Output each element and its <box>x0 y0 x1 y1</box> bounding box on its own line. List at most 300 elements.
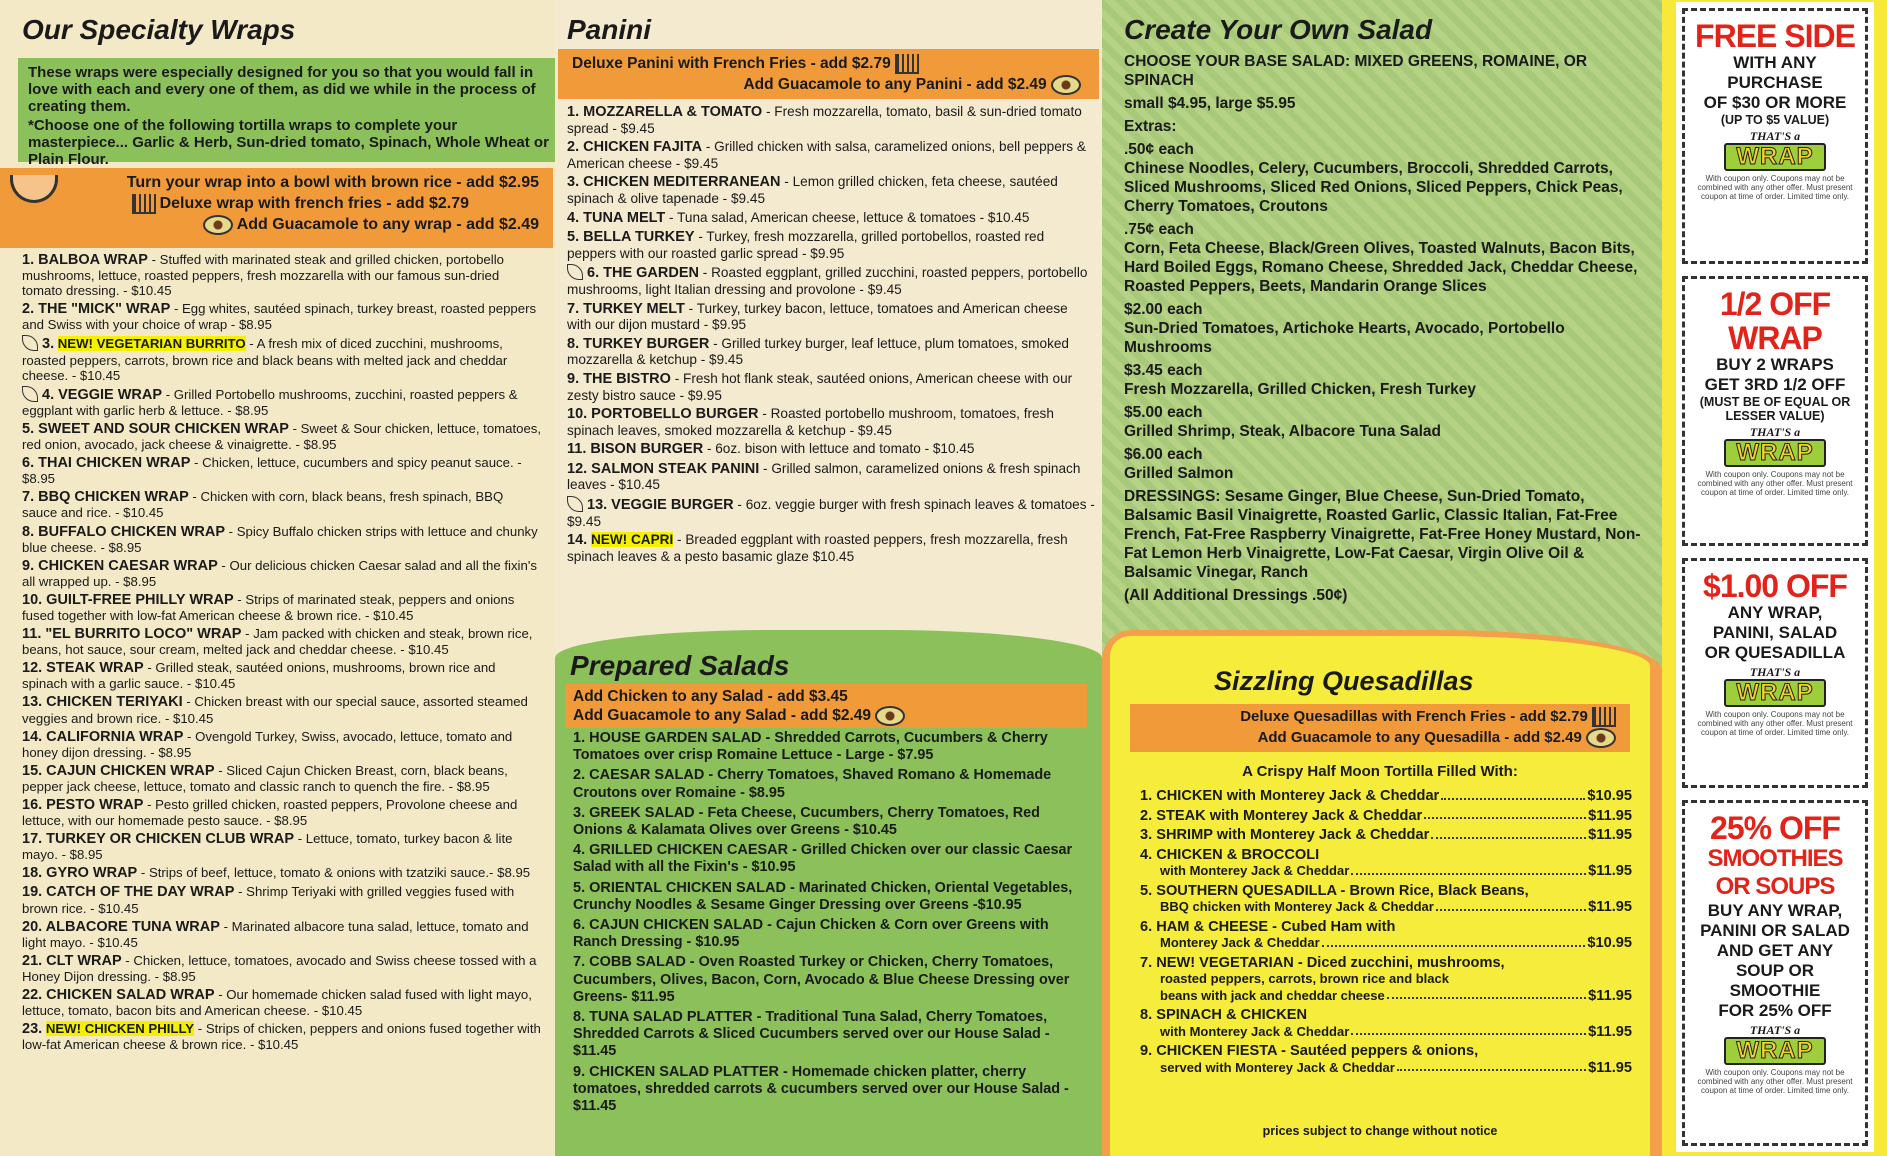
item-name: 9. CHICKEN CAESAR WRAP <box>22 557 218 574</box>
menu-item <box>22 489 542 520</box>
item-name: 8. BUFFALO CHICKEN WRAP <box>22 523 225 540</box>
item-name: 1. BALBOA WRAP <box>22 252 148 268</box>
prepared-addons <box>565 684 1087 728</box>
extras-items: Sun-Dried Tomatoes, Artichoke Hearts, Avocado, Portobello Mushrooms <box>1124 320 1565 356</box>
item-description: - Our delicious chicken Caesar salad and all the fixin's all wrapped up. - $8.95 <box>22 557 537 589</box>
quesadilla-name: 5. SOUTHERN QUESADILLA - Brown Rice, Black Beans, <box>1140 882 1529 899</box>
quesadilla-item <box>1140 847 1632 880</box>
coupon-line: PURCHASE <box>1727 73 1823 92</box>
wraps-addon-guac <box>14 214 539 235</box>
dot-leader <box>1322 935 1586 947</box>
extras-items: Grilled Salmon <box>1124 465 1234 482</box>
create-body <box>1124 52 1644 605</box>
item-description: - Strips of chicken, peppers and onions fused together with low-fat American cheese & brown rice. - $10.45 <box>22 1021 541 1053</box>
coupon-headline-2: WRAP <box>1728 320 1822 356</box>
item-description: - Sliced Cajun Chicken Breast, corn, black beans, pepper jack cheese, lettuce, tomato and classic ranch to quench the fire. - $8.95 <box>22 762 508 794</box>
quesadilla-name: 9. CHICKEN FIESTA - Sautéed peppers & onions, <box>1140 1043 1479 1059</box>
extras-items: Fresh Mozzarella, Grilled Chicken, Fresh Turkey <box>1124 381 1477 398</box>
quesadilla-item <box>1140 919 1632 952</box>
item-description: - Fresh mozzarella, tomato, basil & sun-dried tomato spread - $9.45 <box>567 104 1082 136</box>
item-name: 5. ORIENTAL CHICKEN SALAD <box>573 879 786 896</box>
quesadilla-addons <box>1130 704 1630 752</box>
item-description: - Lettuce, tomato, turkey bacon & lite mayo. - $8.95 <box>22 831 513 863</box>
new-badge: NEW! <box>590 532 628 548</box>
panini-list <box>567 104 1095 567</box>
item-description: - Our homemade chicken salad fused with light mayo, lettuce, tomato, bacon bits and American cheese. - $10.45 <box>22 987 532 1019</box>
coupon-line: AND GET ANY <box>1716 941 1834 960</box>
item-name: 12. STEAK WRAP <box>22 660 144 677</box>
item-name: 13. VEGGIE BURGER <box>587 497 734 514</box>
menu-item <box>573 805 1093 839</box>
vegetarian-leaf-icon <box>22 335 38 351</box>
item-description: - Cajun Chicken & Corn over Greens with Ranch Dressing - $10.95 <box>573 917 1049 951</box>
extras-group <box>1124 300 1644 357</box>
menu-item <box>567 532 1095 564</box>
item-description: - Shredded Carrots, Cucumbers & Cherry Tomatoes over crisp Romaine Lettuce - Large - $7.95 <box>573 730 1048 764</box>
coupon-line: BUY ANY WRAP, <box>1707 901 1843 920</box>
coupon-line: ANY WRAP, <box>1727 603 1823 622</box>
item-name: 11. "EL BURRITO LOCO" WRAP <box>22 626 242 643</box>
coupon-line: OR QUESADILLA <box>1704 643 1846 662</box>
create-groups <box>1124 140 1644 483</box>
logo-tagline: THAT'S a <box>1749 425 1801 439</box>
create-salad-panel <box>1102 0 1662 1156</box>
item-description: - Roasted portobello mushroom, tomatoes, fresh spinach leaves, smoked mozzarella & ketchup - $9.45 <box>567 406 1054 438</box>
quesadilla-item <box>1140 808 1632 825</box>
item-description: - Stuffed with marinated steak and grilled chicken, portobello mushrooms, lettuce, roasted peppers, fresh mozzarella with our famous sun-dried tomato dressing. - $10.45 <box>22 252 504 299</box>
menu-item <box>22 335 542 382</box>
vegetarian-leaf-icon <box>567 496 583 512</box>
menu-item <box>567 229 1095 261</box>
wraps-addon-guac-text: Add Guacamole to any wrap - add $2.49 <box>236 216 539 233</box>
quesadilla-desc: with Monterey Jack & Cheddar <box>1160 1023 1350 1039</box>
item-name: 22. CHICKEN SALAD WRAP <box>22 987 215 1004</box>
item-number: 23. <box>22 1021 43 1038</box>
new-badge: NEW! <box>45 1021 82 1037</box>
extras-price: $3.45 each <box>1124 362 1203 379</box>
quesadilla-desc: Monterey Jack & Cheddar <box>1160 935 1320 950</box>
menu-item <box>22 763 542 794</box>
coupon-line: OF $30 OR MORE <box>1703 93 1847 112</box>
item-description: - Grilled chicken with salsa, caramelized onions, bell peppers & American cheese - $9.45 <box>567 139 1086 171</box>
coupon-headline: $1.00 OFF <box>1703 568 1847 604</box>
item-name: 7. BBQ CHICKEN WRAP <box>22 489 189 506</box>
quesadilla-name: 6. HAM & CHEESE - Cubed Ham with <box>1140 918 1396 935</box>
quesadilla-desc: BBQ chicken with Monterey Jack & Cheddar <box>1160 899 1434 914</box>
menu-item <box>22 1021 542 1052</box>
coupon-line: FOR 25% OFF <box>1718 1001 1832 1020</box>
create-sizes: small $4.95, large $5.95 <box>1124 95 1296 112</box>
dot-leader <box>1424 808 1586 820</box>
panini-title: Panini <box>567 14 652 45</box>
coupon-headline-2: SMOOTHIES <box>1707 845 1843 872</box>
logo-wordmark: WRAP <box>1724 143 1825 171</box>
coupon-line: BUY 2 WRAPS <box>1716 355 1834 374</box>
coupon-line: PANINI, SALAD <box>1712 623 1838 642</box>
wraps-title: Our Specialty Wraps <box>22 14 296 45</box>
thats-a-wrap-logo <box>1724 130 1825 171</box>
extras-group <box>1124 403 1644 441</box>
quesadilla-price-row <box>1140 988 1632 1005</box>
quesadilla-subtitle: A Crispy Half Moon Tortilla Filled With: <box>1242 763 1518 780</box>
item-name: CHICKEN PHILLY <box>84 1021 195 1037</box>
item-name: 11. BISON BURGER <box>567 441 704 458</box>
menu-item <box>22 694 542 725</box>
prepared-salads-section <box>555 630 1102 1156</box>
item-name: 2. CAESAR SALAD <box>573 767 705 784</box>
coupon[interactable] <box>1682 8 1868 264</box>
item-description: - Ovengold Turkey, Swiss, avocado, lettuce, tomato and honey dijon dressing. - $8.95 <box>22 728 513 760</box>
prepared-addon-guac <box>573 706 1079 726</box>
extras-items: Corn, Feta Cheese, Black/Green Olives, Toasted Walnuts, Bacon Bits, Hard Boiled Eggs, Romano Cheese, Shredded Jack, Cheddar Cheese, Roasted Peppers, Beets, Mandarin Orange Slices <box>1124 240 1638 295</box>
item-name: 19. CATCH OF THE DAY WRAP <box>22 884 235 901</box>
menu-item <box>573 917 1093 951</box>
logo-wordmark: WRAP <box>1724 679 1825 707</box>
quesadilla-addon-guac <box>1140 727 1620 748</box>
quesadilla-list <box>1140 788 1632 1079</box>
item-name: 4. TUNA MELT <box>567 209 666 226</box>
menu-item <box>22 626 542 657</box>
quesadilla-item <box>1140 1043 1632 1076</box>
quesadilla-price-row <box>1140 899 1632 916</box>
quesadilla-price-row <box>1140 827 1632 844</box>
fries-icon <box>1592 707 1616 727</box>
menu-item <box>567 406 1095 438</box>
item-description: - Chicken, lettuce, cucumbers and spicy peanut sauce. - $8.95 <box>22 455 522 487</box>
quesadilla-price: $11.95 <box>1588 987 1632 1004</box>
item-name: 7. COBB SALAD <box>573 954 686 971</box>
item-description: - Turkey, fresh mozzarella, grilled portobellos, roasted red peppers with our roasted garlic spread - $9.95 <box>567 229 1045 261</box>
item-name: 5. SWEET AND SOUR CHICKEN WRAP <box>22 420 289 437</box>
menu-item <box>22 252 542 298</box>
quesadilla-price: $11.95 <box>1588 1023 1632 1040</box>
item-description: - Tuna salad, American cheese, lettuce & tomatoes - $10.45 <box>665 209 1030 225</box>
menu-item <box>22 455 542 486</box>
item-description: - Breaded eggplant with roasted peppers, fresh mozzarella, fresh spinach leaves & a pesto basamic glaze $10.45 <box>567 532 1068 564</box>
quesadilla-name: 3. SHRIMP with Monterey Jack & Cheddar <box>1140 827 1430 843</box>
item-description: - Oven Roasted Turkey or Chicken, Cherry Tomatoes, Cucumbers, Olives, Bacon, Corn, Avocado & Blue Cheese Dressing over Greens- $11.95 <box>573 954 1070 1005</box>
quesadilla-price: $10.95 <box>1587 935 1632 951</box>
vegetarian-leaf-icon <box>567 264 583 280</box>
quesadilla-item <box>1140 788 1632 805</box>
panini-addons <box>558 49 1099 99</box>
item-name: 21. CLT WRAP <box>22 952 122 969</box>
extras-group <box>1124 361 1644 399</box>
coupon-headline-3: OR SOUPS <box>1715 873 1835 900</box>
coupon-condition: (MUST BE OF EQUAL OR LESSER VALUE) <box>1699 395 1851 423</box>
item-name: 3. GREEK SALAD <box>573 804 695 821</box>
quesadilla-price-row <box>1140 935 1632 952</box>
dot-leader <box>1351 863 1586 875</box>
quesadilla-item <box>1140 827 1632 844</box>
menu-item <box>22 386 542 418</box>
menu-item <box>567 104 1095 136</box>
menu-item <box>573 880 1093 914</box>
item-description: - Grilled steak, sautéed onions, mushrooms, brown rice and spinach with a garlic sauce. - $10.45 <box>22 660 496 692</box>
dot-leader <box>1431 827 1586 839</box>
prepared-title: Prepared Salads <box>570 650 790 681</box>
quesadilla-addon-fries <box>1140 706 1620 727</box>
menu-item <box>567 461 1095 493</box>
coupon-fine-print: With coupon only. Coupons may not be combined with any other offer. Must present coupon at time of order. Limited time only. <box>1697 710 1853 737</box>
create-base: CHOOSE YOUR BASE SALAD: MIXED GREENS, ROMAINE, OR SPINACH <box>1124 53 1588 89</box>
create-additional: (All Additional Dressings .50¢) <box>1124 587 1348 604</box>
fries-icon <box>132 194 156 214</box>
avocado-icon <box>875 706 905 726</box>
item-description: - Strips of marinated steak, peppers and onions fused together with low-fat American cheese & brown rice. - $10.45 <box>22 591 515 623</box>
menu-item <box>22 421 542 452</box>
quesadilla-inner <box>1110 636 1650 1156</box>
quesadilla-item <box>1140 1007 1632 1040</box>
item-description: - Sweet & Sour chicken, lettuce, tomatoes, red onion, avocado, jack cheese & vinaigrette. - $8.95 <box>22 420 542 453</box>
panini-addon-fries <box>572 53 1085 74</box>
menu-item <box>567 496 1095 529</box>
menu-item <box>22 729 542 760</box>
quesadilla-price: $11.95 <box>1588 807 1632 824</box>
new-badge: NEW! <box>57 336 93 352</box>
extras-price: $2.00 each <box>1124 301 1203 318</box>
dot-leader <box>1397 1060 1586 1072</box>
wraps-addon-fries <box>14 193 539 214</box>
item-description: - Roasted eggplant, grilled zucchini, roasted peppers, portobello mushrooms, light Italian dressing and provolone - $9.45 <box>567 265 1088 297</box>
coupon-line: WITH ANY <box>1733 53 1817 72</box>
menu-item <box>22 953 542 984</box>
item-description: - 6oz. bison with lettuce and tomato - $10.45 <box>703 441 975 457</box>
menu-item <box>573 954 1093 1006</box>
coupon-fine-print: With coupon only. Coupons may not be combined with any other offer. Must present coupon at time of order. Limited time only. <box>1697 174 1853 201</box>
item-name: 3. CHICKEN MEDITERRANEAN <box>567 174 781 191</box>
item-name-highlight <box>591 532 673 547</box>
item-description: - Lemon grilled chicken, feta cheese, sautéed spinach & olive tapenade - $9.45 <box>567 174 1058 206</box>
quesadilla-price-row <box>1140 863 1632 880</box>
quesadilla-desc: beans with jack and cheddar cheese <box>1160 987 1385 1003</box>
coupon-line: GET 3RD 1/2 OFF <box>1704 375 1846 394</box>
item-name: 17. TURKEY OR CHICKEN CLUB WRAP <box>22 831 295 848</box>
quesadilla-desc: roasted peppers, carrots, brown rice and black <box>1160 971 1449 986</box>
menu-item <box>573 1009 1093 1061</box>
avocado-icon <box>1586 728 1616 748</box>
wraps-list <box>22 252 542 1055</box>
logo-wordmark: WRAP <box>1724 1037 1825 1065</box>
dot-leader <box>1436 899 1586 911</box>
quesadilla-price-row <box>1140 788 1632 805</box>
menu-item <box>573 730 1093 764</box>
quesadilla-name: 2. STEAK with Monterey Jack & Cheddar <box>1140 807 1423 824</box>
logo-tagline: THAT'S a <box>1749 1023 1801 1037</box>
extras-price: .50¢ each <box>1124 141 1194 158</box>
menu-item <box>567 264 1095 297</box>
item-description: - 6oz. veggie burger with fresh spinach leaves & tomatoes - $9.45 <box>567 497 1095 529</box>
dot-leader <box>1441 788 1585 800</box>
avocado-icon <box>1051 75 1081 95</box>
item-description: - Traditional Tuna Salad, Cherry Tomatoes, Shredded Carrots & Sliced Cucumbers served over our House Salad - $11.45 <box>573 1009 1050 1060</box>
item-name: 20. ALBACORE TUNA WRAP <box>22 918 220 935</box>
create-title: Create Your Own Salad <box>1124 14 1433 45</box>
item-name: VEGETARIAN BURRITO <box>96 336 246 352</box>
coupon[interactable] <box>1682 276 1868 546</box>
menu-item <box>567 139 1095 171</box>
quesadilla-title: Sizzling Quesadillas <box>1214 666 1474 696</box>
menu-item <box>567 441 1095 458</box>
menu-item <box>567 174 1095 206</box>
item-name-highlight <box>46 1021 194 1036</box>
coupon-headline: 25% OFF <box>1710 810 1840 846</box>
item-name: 4. GRILLED CHICKEN CAESAR <box>573 842 789 859</box>
menu-item <box>22 592 542 623</box>
dot-leader <box>1387 988 1586 1000</box>
menu-item <box>22 558 542 589</box>
coupon-line: SOUP OR SMOOTHIE <box>1729 961 1821 1000</box>
item-description: - Feta Cheese, Cucumbers, Cherry Tomatoes, Red Onions & Kalamata Olives over Greens - $10.45 <box>573 804 1040 839</box>
item-name: 15. CAJUN CHICKEN WRAP <box>22 762 215 779</box>
prices-notice: prices subject to change without notice <box>1262 1124 1498 1138</box>
coupon-condition: (UP TO $5 VALUE) <box>1720 113 1830 127</box>
item-name: 4. VEGGIE WRAP <box>42 386 163 403</box>
item-description: - Grilled turkey burger, leaf lettuce, plum tomatoes, smoked mozzarella & ketchup - $9.45 <box>567 335 1069 368</box>
item-name: 8. TUNA SALAD PLATTER <box>573 1009 753 1026</box>
quesadilla-price-row <box>1140 808 1632 825</box>
coupon-headline: FREE SIDE <box>1695 18 1855 54</box>
menu-item <box>22 919 542 950</box>
quesadilla-name: 8. SPINACH & CHICKEN <box>1140 1007 1308 1023</box>
create-dressings: DRESSINGS: Sesame Ginger, Blue Cheese, Sun-Dried Tomato, Balsamic Basil Vinaigrette, Roasted Garlic, Classic Italian, Fat-Free French, Fat-Free Raspberry Vinaigrette, Fat-Free Honey Mustard, Non-Fat Lemon Herb Vinaigrette, Low-Fat Caesar, Virgin Olive Oil & Balsamic Vinegar, Ranch <box>1124 488 1641 581</box>
coupons-panel <box>1662 0 1887 1156</box>
wraps-panel <box>0 0 555 1156</box>
item-name: 13. CHICKEN TERIYAKI <box>22 694 183 711</box>
quesadilla-price: $11.95 <box>1588 1059 1632 1076</box>
quesadilla-name: 4. CHICKEN & BROCCOLI <box>1140 846 1320 863</box>
item-description: - Chicken breast with our special sauce, assorted steamed veggies and brown rice. - $10.45 <box>22 694 528 726</box>
item-description: - Shrimp Teriyaki with grilled veggies fused with brown rice. - $10.45 <box>22 884 515 916</box>
quesadilla-price-row <box>1140 1024 1632 1041</box>
wraps-addon-bowl: Turn your wrap into a bowl with brown rice - add $2.95 <box>126 174 539 191</box>
item-name: 2. CHICKEN FAJITA <box>567 139 703 156</box>
coupon-headline: 1/2 OFF <box>1719 286 1831 322</box>
quesadilla-price-row <box>1140 1060 1632 1077</box>
quesadilla-price: $11.95 <box>1588 899 1632 915</box>
item-description: - Cherry Tomatoes, Shaved Romano & Homemade Croutons over Romaine - $8.95 <box>573 767 1052 801</box>
fries-icon <box>895 54 919 74</box>
menu-item <box>573 1064 1093 1116</box>
panini-addon-fries-text: Deluxe Panini with French Fries - add $2.79 <box>572 55 891 72</box>
wraps-intro <box>18 58 563 168</box>
item-name: 8. TURKEY BURGER <box>567 335 710 352</box>
extras-items: Grilled Shrimp, Steak, Albacore Tuna Salad <box>1124 423 1441 440</box>
item-name: 9. CHICKEN SALAD PLATTER <box>573 1063 779 1080</box>
item-name: 10. GUILT-FREE PHILLY WRAP <box>22 591 234 608</box>
quesadilla-section <box>1102 630 1662 1156</box>
vegetarian-leaf-icon <box>22 386 38 402</box>
thats-a-wrap-logo <box>1724 1024 1825 1065</box>
menu-item <box>22 660 542 691</box>
prepared-list <box>573 730 1093 1118</box>
wraps-addons <box>0 168 553 248</box>
extras-price: $5.00 each <box>1124 404 1203 421</box>
quesadilla-desc: served with Monterey Jack & Cheddar <box>1160 1059 1395 1075</box>
menu-item <box>22 797 542 828</box>
logo-tagline: THAT'S a <box>1749 665 1801 679</box>
item-number: 3. <box>42 336 55 353</box>
quesadilla-addon-fries-text: Deluxe Quesadillas with French Fries - add $2.79 <box>1240 708 1588 725</box>
prepared-addon-guac-text: Add Guacamole to any Salad - add $2.49 <box>573 707 872 725</box>
menu-item <box>22 831 542 862</box>
item-name: 6. CAJUN CHICKEN SALAD <box>573 917 764 934</box>
menu-item <box>22 301 542 332</box>
coupon-fine-print: With coupon only. Coupons may not be combined with any other offer. Must present coupon at time of order. Limited time only. <box>1697 1068 1853 1095</box>
wraps-intro-text: These wraps were especially designed for you so that you would fall in love with each and every one of them, as did we while in the process of creating them. <box>28 64 536 115</box>
coupon-line: PANINI OR SALAD <box>1700 921 1850 940</box>
menu-item <box>573 842 1093 876</box>
menu-item <box>567 301 1095 333</box>
coupon-fine-print: With coupon only. Coupons may not be combined with any other offer. Must present coupon at time of order. Limited time only. <box>1697 470 1853 497</box>
item-description: - Marinated Chicken, Oriental Vegetables, Crunchy Noodles & Sesame Ginger Dressing over Greens -$10.95 <box>573 879 1073 913</box>
item-name: 16. PESTO WRAP <box>22 797 144 813</box>
item-name: 10. PORTOBELLO BURGER <box>567 406 759 423</box>
logo-wordmark: WRAP <box>1724 439 1825 467</box>
quesadilla-price: $10.95 <box>1587 788 1632 804</box>
item-description: - Homemade chicken platter, cherry tomatoes, shredded carrots & cucumbers served over our House Salad - $11.45 <box>573 1063 1069 1115</box>
item-description: - Grilled Chicken over our classic Caesar Salad with all the Fixin's - $10.95 <box>573 842 1073 876</box>
coupon[interactable] <box>1682 800 1868 1146</box>
item-name: 2. THE "MICK" WRAP <box>22 301 171 318</box>
menu-item <box>22 884 542 915</box>
extras-price: $6.00 each <box>1124 446 1203 463</box>
logo-tagline: THAT'S a <box>1749 129 1801 143</box>
panini-panel <box>555 0 1102 1156</box>
create-extras-label: Extras: <box>1124 118 1177 135</box>
menu-item <box>567 336 1095 368</box>
item-description: - Egg whites, sautéed spinach, turkey breast, roasted peppers and Swiss with your choice of wrap - $8.95 <box>22 301 537 333</box>
quesadilla-price: $11.95 <box>1588 863 1632 879</box>
coupon[interactable] <box>1682 558 1868 788</box>
item-name: 6. THAI CHICKEN WRAP <box>22 455 191 472</box>
avocado-icon <box>203 215 233 235</box>
quesadilla-item <box>1140 883 1632 916</box>
item-name: 12. SALMON STEAK PANINI <box>567 460 760 477</box>
thats-a-wrap-logo <box>1724 426 1825 467</box>
item-name: 7. TURKEY MELT <box>567 300 685 317</box>
menu-item <box>567 371 1095 403</box>
extras-group <box>1124 220 1644 296</box>
item-description: - A fresh mix of diced zucchini, mushrooms, roasted peppers, carrots, brown rice and black beans with melted jack and cheddar cheese. - $10.45 <box>22 336 508 383</box>
thats-a-wrap-logo <box>1724 666 1825 707</box>
item-description: - Jam packed with chicken and steak, brown rice, beans, hot sauce, sour cream, melted jack and cheddar cheese. - $10.45 <box>22 626 533 658</box>
item-description: - Spicy Buffalo chicken strips with lettuce and chunky blue cheese. - $8.95 <box>22 523 538 555</box>
item-name: 5. BELLA TURKEY <box>567 229 695 246</box>
item-description: - Chicken, lettuce, tomatoes, avocado and Swiss cheese tossed with a Honey Dijon dressing. - $8.95 <box>22 952 537 984</box>
item-name: 1. MOZZARELLA & TOMATO <box>567 104 763 120</box>
dot-leader <box>1351 1024 1586 1036</box>
item-name: 18. GYRO WRAP <box>22 865 138 882</box>
item-description: - Turkey, turkey bacon, lettuce, tomatoes and American cheese with our dijon mustard - $9.95 <box>567 300 1068 333</box>
item-name: 1. HOUSE GARDEN SALAD <box>573 730 762 746</box>
quesadilla-name: 7. NEW! VEGETARIAN - Diced zucchini, mushrooms, <box>1140 954 1505 971</box>
wraps-addon-fries-text: Deluxe wrap with french fries - add $2.79 <box>159 195 469 212</box>
quesadilla-addon-guac-text: Add Guacamole to any Quesadilla - add $2.49 <box>1257 729 1582 747</box>
panini-addon-guac-text: Add Guacamole to any Panini - add $2.49 <box>743 76 1047 93</box>
quesadilla-item <box>1140 955 1632 1005</box>
panini-addon-guac <box>572 74 1085 95</box>
item-description: - Chicken with corn, black beans, fresh spinach, BBQ sauce and rice. - $10.45 <box>22 489 504 521</box>
quesadilla-price: $11.95 <box>1588 827 1632 843</box>
item-number: 14. <box>567 532 588 549</box>
item-name: 6. THE GARDEN <box>587 265 699 282</box>
prepared-addon-chicken: Add Chicken to any Salad - add $3.45 <box>573 688 848 705</box>
item-name-highlight <box>58 336 246 351</box>
item-description: - Strips of beef, lettuce, tomato & onions with tzatziki sauce.- $8.95 <box>137 865 531 881</box>
item-name: 9. THE BISTRO <box>567 370 671 387</box>
item-name: 14. CALIFORNIA WRAP <box>22 728 184 745</box>
